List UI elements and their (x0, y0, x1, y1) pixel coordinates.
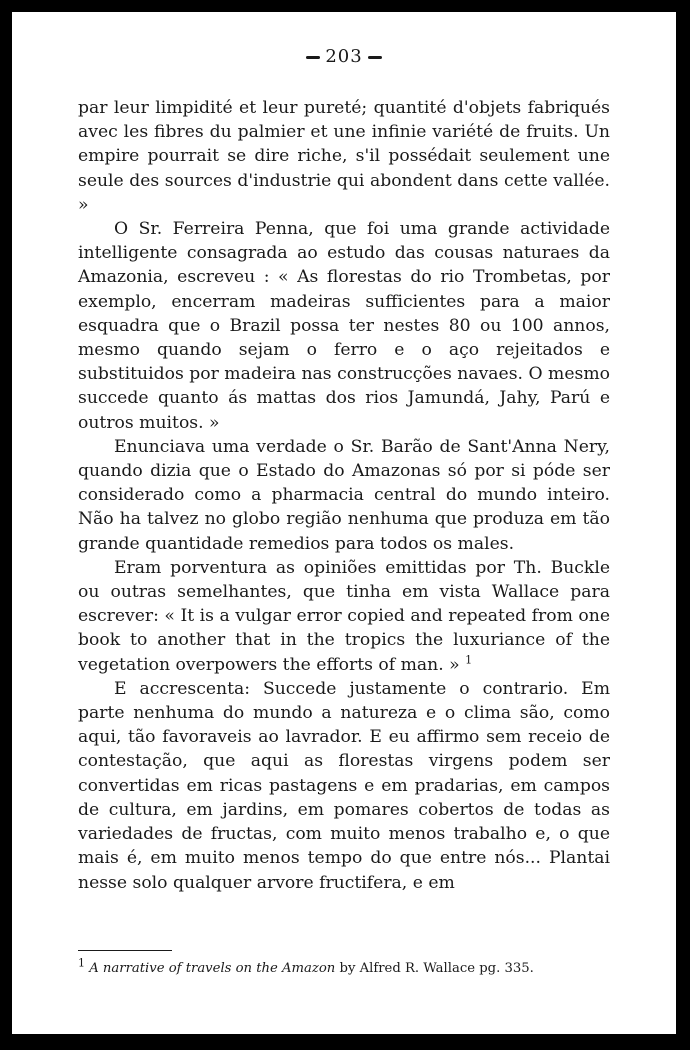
footnote (78, 956, 610, 977)
paragraph-3-text: Enunciava uma verdade o Sr. Barão de Sant'Anna Nery, quando dizia que o Estado do Amazonas só por si póde ser considerado como a pharmacia central do mundo inteiro. Não ha talvez no globo região nenhuma que produza em tão grande quantidade remedios para todos os males. (78, 436, 610, 554)
paragraph-4-text: Eram porventura as opiniões emittidas por Th. Buckle ou outras semelhantes, que tinha em vista Wallace para escrever: « It is a vulgar error copied and repeated from one book to another that in the tropics the luxuriance of the vegetation overpowers the efforts of man. » (78, 557, 610, 675)
footnote-marker: 1 (78, 956, 85, 970)
footnote-reference: 1 (465, 652, 473, 666)
body-text (78, 96, 610, 895)
paragraph-5-text: E accrescenta: Succede justamente o contrario. Em parte nenhuma do mundo a natureza e o clima são, como aqui, tão favoraveis ao lavrador. E eu affirmo sem receio de contestação, que aqui as florestas virgens podem ser convertidas em ricas pastagens e em pradarias, em campos de cultura, em jardins, em pomares cobertos de todas as variedades de fructas, com muito menos trabalho e, o que mais é, em muito menos tempo do que entre nós... Plantai nesse solo qualquer arvore fructifera, e em (78, 678, 610, 893)
right-ornament-dash (368, 56, 382, 59)
left-ornament-dash (306, 56, 320, 59)
footnote-author-page: by Alfred R. Wallace pg. 335. (339, 961, 534, 976)
paragraph-2-text: O Sr. Ferreira Penna, que foi uma grande actividade intelligente consagrada ao estudo das cousas naturaes da Amazonia, escreveu : « As florestas do rio Trombetas, por exemplo, encerram madeiras sufficientes para a maior esquadra que o Brazil possa ter nestes 80 ou 100 annos, mesmo quando sejam o ferro e o aço rejeitados e substituidos por madeira nas construcções navaes. O mesmo succede quanto ás mattas dos rios Jamundá, Jahy, Parú e outros muitos. » (78, 219, 610, 433)
paragraph-4 (78, 556, 610, 677)
paragraph-5 (78, 677, 610, 895)
book-page (12, 12, 676, 1034)
footnote-divider (78, 950, 172, 951)
paragraph-1 (78, 96, 610, 217)
paragraph-2 (78, 217, 610, 435)
paragraph-1-text: par leur limpidité et leur pureté; quantité d'objets fabriqués avec les fibres du palmier et une infinie variété de fruits. Un empire pourrait se dire riche, s'il possédait seulement une seule des sources d'industrie qui abondent dans cette vallée. » (78, 98, 610, 215)
page-number-header (12, 46, 676, 67)
paragraph-3 (78, 435, 610, 556)
footnote-book-title: A narrative of travels on the Amazon (89, 961, 336, 976)
page-number: 203 (325, 46, 363, 67)
